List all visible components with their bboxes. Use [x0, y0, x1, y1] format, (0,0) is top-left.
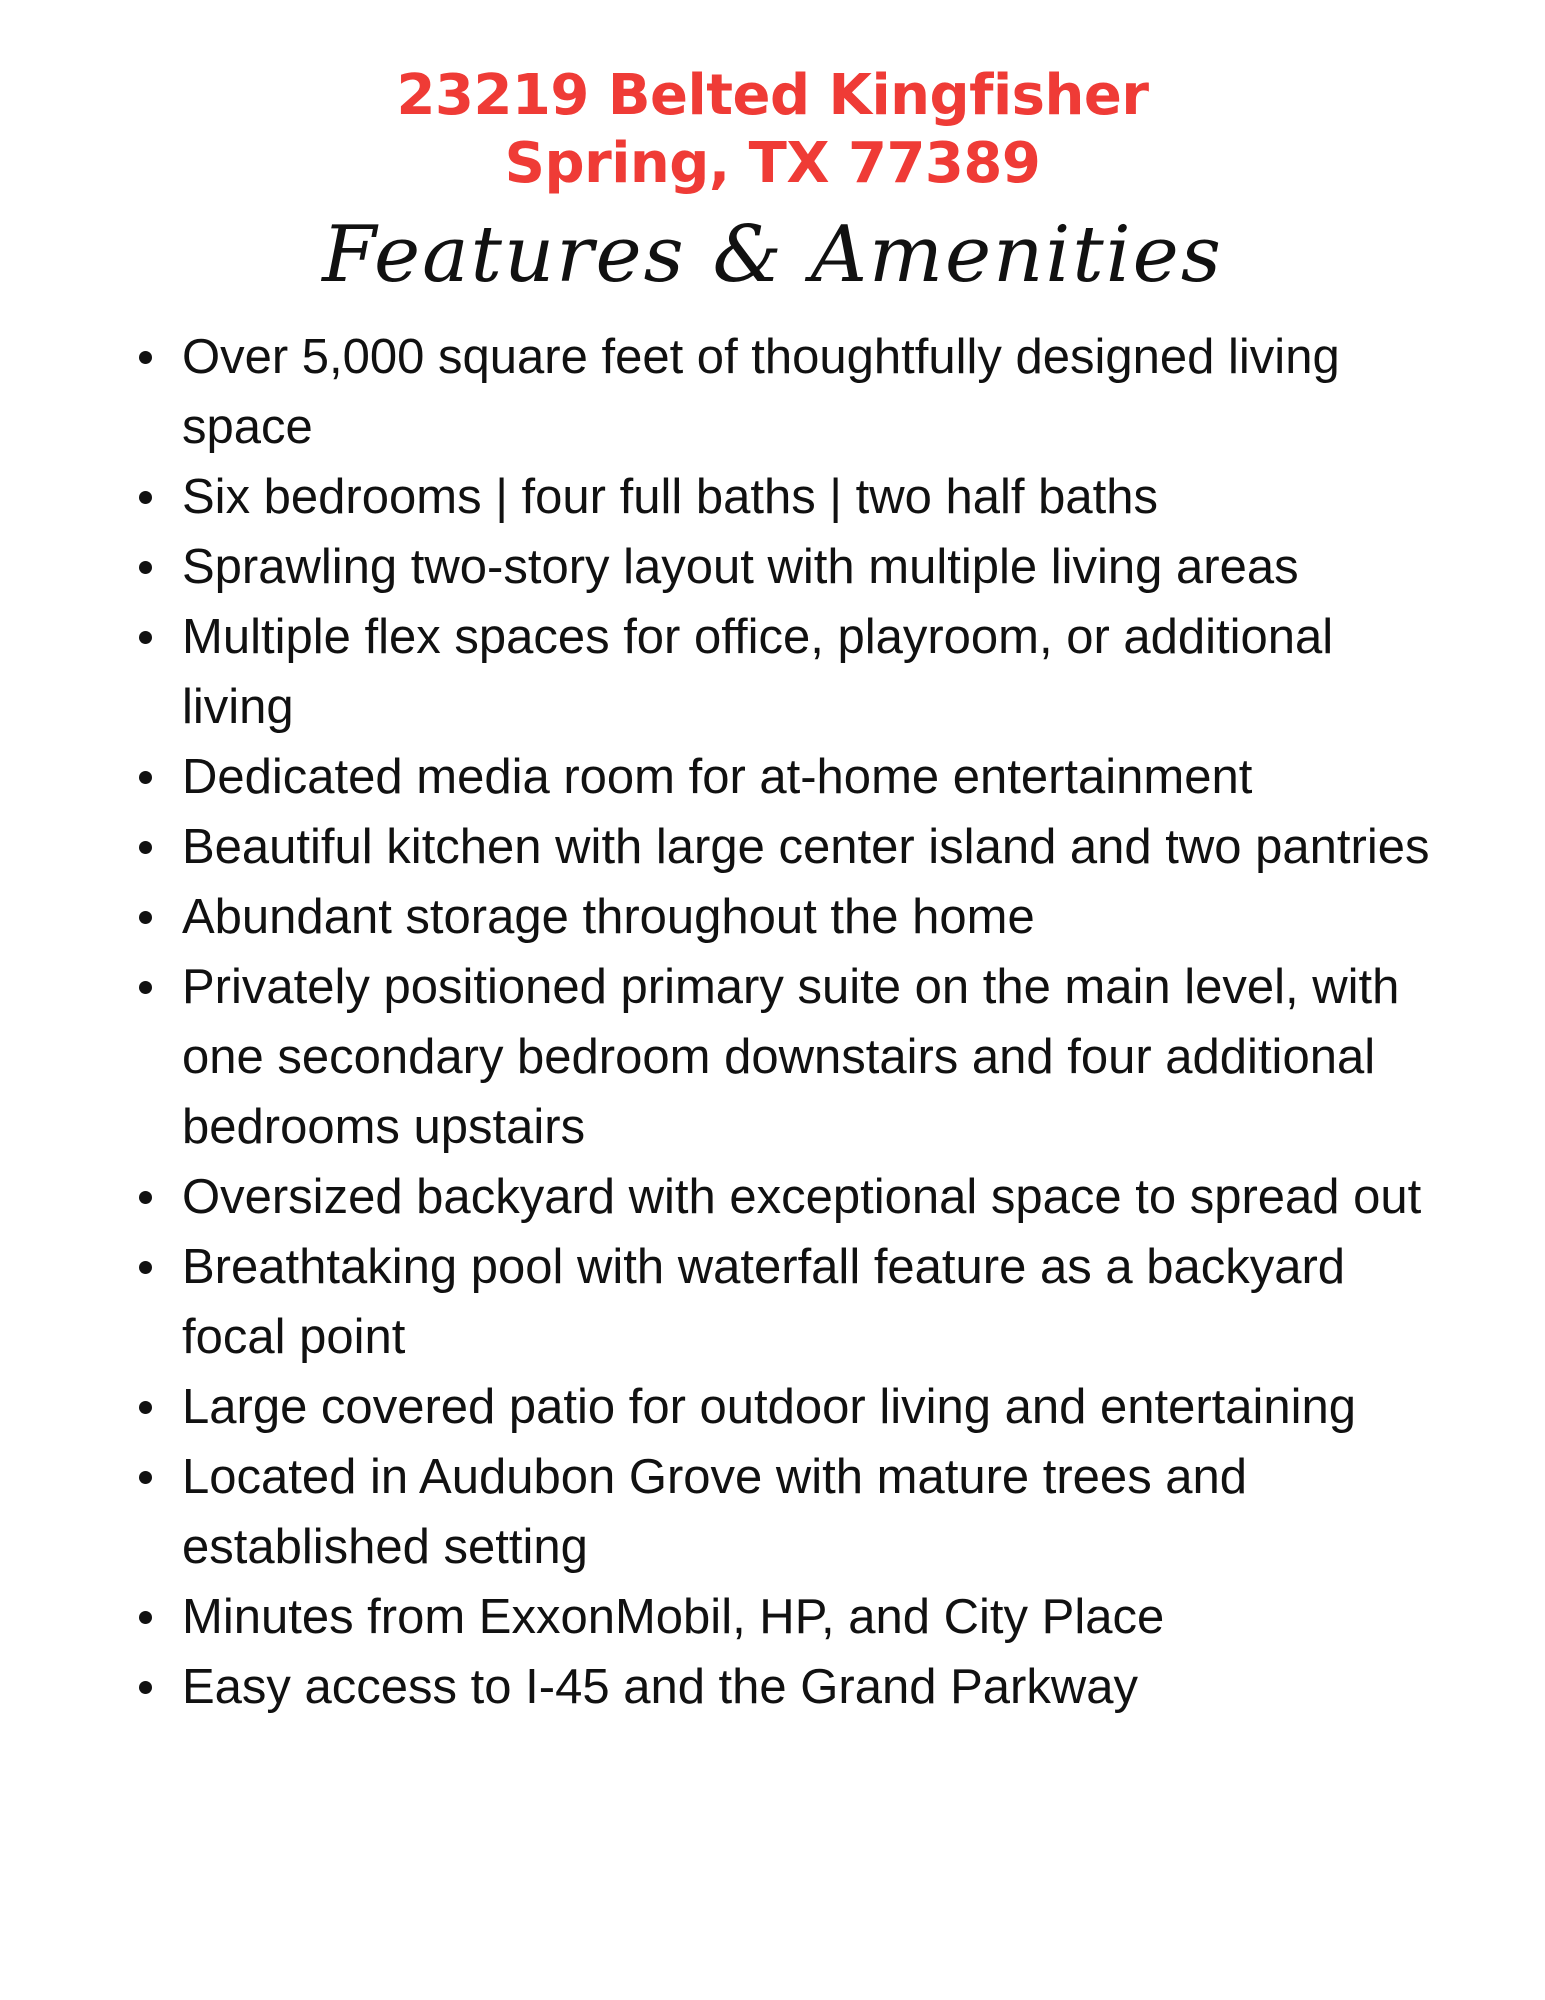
feature-item: [0, 742, 1545, 812]
feature-text: Sprawling two-story layout with multiple living areas: [182, 540, 1299, 594]
feature-item: [0, 1442, 1545, 1582]
feature-item: [0, 532, 1545, 602]
bullet-icon: [139, 1401, 152, 1414]
feature-text: Over 5,000 square feet of thoughtfully designed living space: [182, 330, 1340, 454]
feature-item: [0, 882, 1545, 952]
feature-item: [0, 1652, 1545, 1722]
feature-text: Oversized backyard with exceptional space to spread out: [182, 1170, 1422, 1224]
bullet-icon: [139, 1681, 152, 1694]
feature-text: Abundant storage throughout the home: [182, 890, 1035, 944]
features-amenities-heading: Features & Amenities: [322, 210, 1223, 300]
feature-text: Breathtaking pool with waterfall feature as a backyard focal point: [182, 1240, 1346, 1364]
feature-item: [0, 812, 1545, 882]
feature-text: Located in Audubon Grove with mature trees and established setting: [182, 1450, 1248, 1574]
bullet-icon: [139, 841, 152, 854]
bullet-icon: [139, 981, 152, 994]
bullet-icon: [139, 561, 152, 574]
feature-item: [0, 1232, 1545, 1372]
bullet-icon: [139, 1191, 152, 1204]
bullet-icon: [139, 1471, 152, 1484]
feature-item: [0, 322, 1545, 462]
feature-text: Easy access to I-45 and the Grand Parkway: [182, 1660, 1138, 1714]
bullet-icon: [139, 491, 152, 504]
feature-text: Large covered patio for outdoor living and entertaining: [182, 1380, 1357, 1434]
feature-item: [0, 602, 1545, 742]
bullet-icon: [139, 631, 152, 644]
address-line-1: 23219 Belted Kingfisher: [396, 63, 1149, 128]
feature-text: Privately positioned primary suite on the main level, with one secondary bedroom downstairs and four additional bedrooms upstairs: [182, 960, 1400, 1154]
bullet-icon: [139, 771, 152, 784]
property-address: [0, 62, 1545, 198]
bullet-icon: [139, 351, 152, 364]
bullet-icon: [139, 1611, 152, 1624]
feature-text: Minutes from ExxonMobil, HP, and City Place: [182, 1590, 1165, 1644]
feature-text: Dedicated media room for at-home entertainment: [182, 750, 1253, 804]
bullet-icon: [139, 1261, 152, 1274]
feature-item: [0, 1582, 1545, 1652]
features-list: [0, 322, 1545, 1722]
feature-item: [0, 1162, 1545, 1232]
feature-text: Six bedrooms | four full baths | two half baths: [182, 470, 1159, 524]
address-line-2: Spring, TX 77389: [504, 131, 1041, 196]
feature-text: Multiple flex spaces for office, playroom, or additional living: [182, 610, 1334, 734]
feature-item: [0, 462, 1545, 532]
feature-item: [0, 1372, 1545, 1442]
bullet-icon: [139, 911, 152, 924]
feature-item: [0, 952, 1545, 1162]
feature-text: Beautiful kitchen with large center island and two pantries: [182, 820, 1430, 874]
